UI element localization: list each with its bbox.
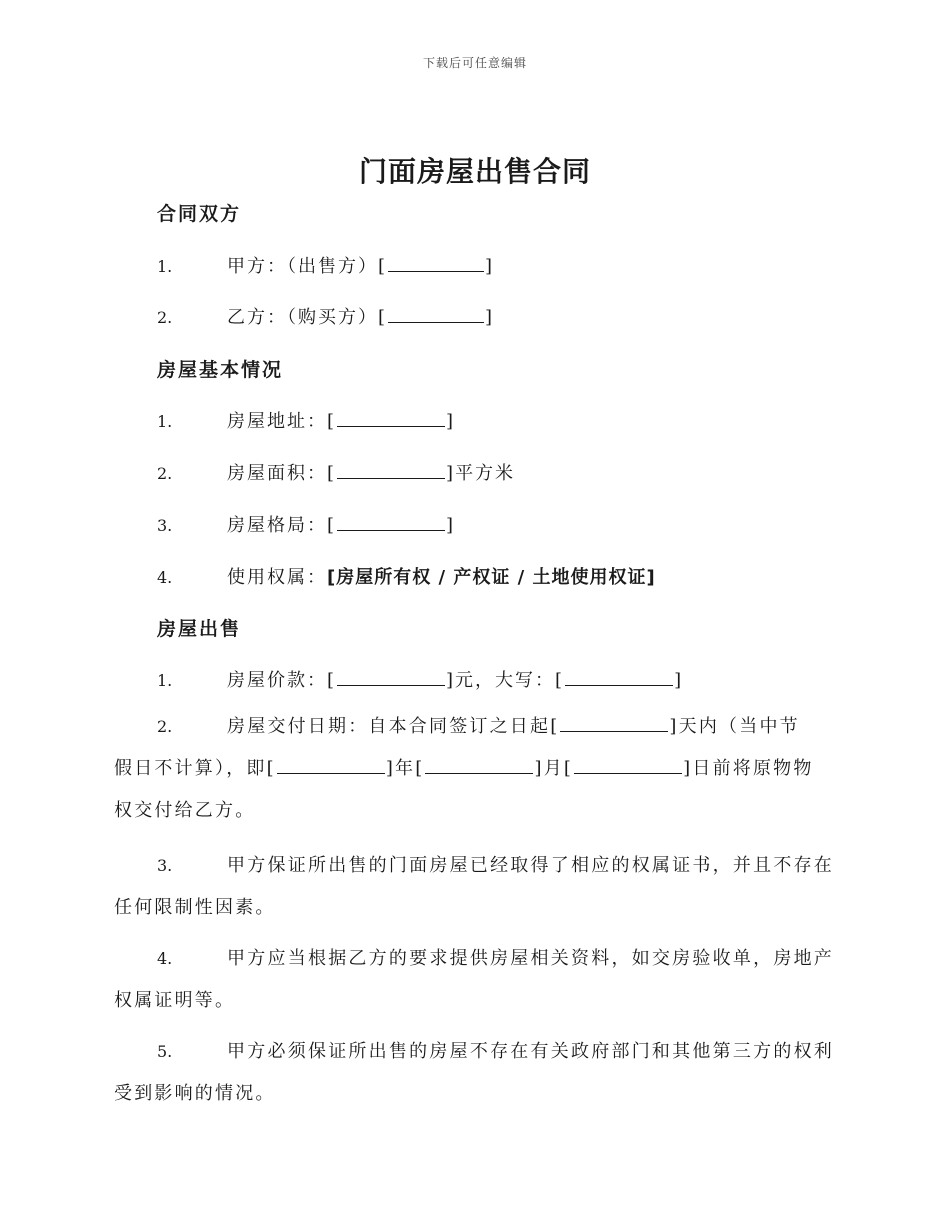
- paragraph-text: 甲方必须保证所出售的房屋不存在有关政府部门和其他第三方的权利受到影响的情况。: [114, 1041, 834, 1104]
- price-label: 房屋价款：: [227, 670, 327, 691]
- house-layout-label: 房屋格局：: [227, 515, 327, 536]
- delivery-month-blank-field[interactable]: [425, 756, 533, 774]
- section-heading-parties: 合同双方: [157, 203, 242, 225]
- house-area-blank-field[interactable]: [337, 461, 445, 479]
- delivery-year-blank-field[interactable]: [277, 756, 385, 774]
- delivery-text-1: 房屋交付日期：自本合同签订之日起[: [227, 716, 560, 737]
- party-b-label: 乙方：（购买方）: [227, 307, 378, 328]
- party-a-label: 甲方：（出售方）: [227, 256, 378, 277]
- delivery-date-paragraph: [114, 706, 834, 832]
- delivery-text-6: ]日前将原物物: [683, 758, 814, 779]
- item-number: 1.: [157, 412, 173, 431]
- page-header-note: 下载后可任意编辑: [422, 56, 527, 70]
- item-number: 2.: [157, 717, 173, 736]
- item-number: 4.: [157, 568, 173, 587]
- delivery-days-blank-field[interactable]: [560, 714, 668, 732]
- house-address-line: [157, 407, 455, 433]
- item-number: 3.: [157, 516, 173, 535]
- item-number: 4.: [157, 949, 173, 968]
- paragraph-text: 甲方保证所出售的门面房屋已经取得了相应的权属证书，并且不存在任何限制性因素。: [114, 855, 834, 918]
- party-a-line: [157, 252, 494, 278]
- ownership-label: 使用权属：: [227, 567, 327, 588]
- bracket-close: ]: [485, 307, 495, 328]
- ownership-line: [157, 563, 656, 589]
- delivery-text-5: ]月[: [534, 758, 574, 779]
- item-number: 1.: [157, 257, 173, 276]
- price-mid-text: ]元，大写：[: [446, 670, 565, 691]
- item-number: 1.: [157, 671, 173, 690]
- bracket-close: ]: [674, 670, 684, 691]
- bracket-open: [: [378, 256, 388, 277]
- bracket-open: [: [327, 515, 337, 536]
- area-unit: 平方米: [455, 463, 516, 484]
- price-line: [157, 666, 683, 692]
- item-number: 5.: [157, 1042, 173, 1061]
- bracket-open: [: [378, 307, 388, 328]
- bracket-close: ]: [446, 515, 456, 536]
- item-number: 2.: [157, 308, 173, 327]
- section-heading-sale: 房屋出售: [157, 618, 242, 640]
- delivery-text-2: ]天内（当中节: [669, 716, 800, 737]
- document-title: 门面房屋出售合同: [358, 155, 591, 188]
- party-b-line: [157, 303, 494, 329]
- house-layout-blank-field[interactable]: [337, 513, 445, 531]
- bracket-open: [: [327, 463, 337, 484]
- party-b-blank-field[interactable]: [388, 305, 484, 323]
- documents-paragraph: [114, 938, 834, 1022]
- section-heading-house-info: 房屋基本情况: [157, 359, 284, 381]
- ownership-value: [房屋所有权 / 产权证 / 土地使用权证]: [327, 567, 656, 588]
- delivery-text-3: 假日不计算），即[: [114, 758, 276, 779]
- price-amount-blank-field[interactable]: [337, 668, 445, 686]
- item-number: 2.: [157, 464, 173, 483]
- bracket-open: [: [327, 411, 337, 432]
- house-layout-line: [157, 511, 455, 537]
- bracket-close: ]: [485, 256, 495, 277]
- delivery-text-4: ]年[: [385, 758, 425, 779]
- delivery-day-blank-field[interactable]: [574, 756, 682, 774]
- house-area-label: 房屋面积：: [227, 463, 327, 484]
- party-a-blank-field[interactable]: [388, 254, 484, 272]
- price-capital-blank-field[interactable]: [565, 668, 673, 686]
- paragraph-text: 甲方应当根据乙方的要求提供房屋相关资料，如交房验收单，房地产权属证明等。: [114, 948, 834, 1011]
- house-area-line: [157, 459, 515, 485]
- item-number: 3.: [157, 856, 173, 875]
- house-address-label: 房屋地址：: [227, 411, 327, 432]
- bracket-open: [: [327, 670, 337, 691]
- bracket-close: ]: [446, 463, 456, 484]
- house-address-blank-field[interactable]: [337, 409, 445, 427]
- title-guarantee-paragraph: [114, 845, 834, 929]
- delivery-text-7: 权交付给乙方。: [114, 800, 256, 821]
- third-party-paragraph: [114, 1031, 834, 1115]
- bracket-close: ]: [446, 411, 456, 432]
